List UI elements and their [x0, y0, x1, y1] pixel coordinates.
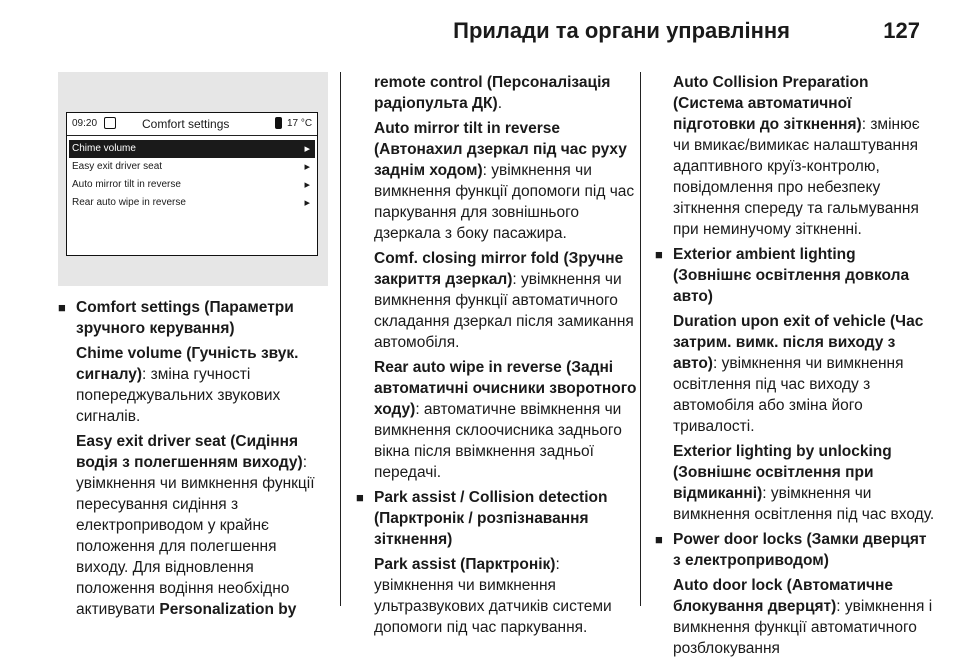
entry [655, 311, 935, 437]
section-bullet: ■ Comfort settings (Параметри зручного керування) [58, 297, 328, 339]
entry-title: remote control (Персоналізація радіопульта ДК) [374, 74, 611, 112]
page-title: Прилади та органи управління [453, 18, 790, 43]
entry [356, 72, 638, 114]
entry-text: . [497, 95, 502, 112]
column-2 [356, 72, 638, 642]
entry-text: : увімкнення чи вимкнення освітлення під час виходу з автомобіля або зміна його тривалості. [673, 355, 904, 435]
entry-text: : автоматичне ввімкнення чи вимкнення склоочисника заднього вікна після ввімкнення задньої передачі. [374, 401, 622, 481]
comfort-settings-screen [66, 112, 318, 256]
entry [356, 554, 638, 638]
entry [58, 343, 328, 427]
column-1 [58, 293, 328, 624]
section-bullet: ■ Park assist / Collision detection (Парктронік / розпізнавання зіткнення) [356, 487, 638, 550]
chevron-right-icon: ▸ [304, 179, 310, 191]
entry-title: Duration upon exit of vehicle (Час затрим. вимк. після виходу з авто) [673, 313, 924, 372]
page-number: 127 [883, 18, 920, 43]
screen-time: 09:20 [72, 118, 98, 129]
entry-text: : увімкнення чи вимкнення функції пересування сидіння з електроприводом у крайнє положення для полегшення виходу. Для відновлення положення водіння необхідно активувати [76, 454, 315, 618]
entry-text: : увімкнення і вимкнення функції автоматичного розблокування [673, 598, 933, 657]
column-3 [655, 72, 935, 663]
entry [655, 441, 935, 525]
menu-item-label: Chime volume [72, 143, 136, 154]
entry-text: : зміна гучності попереджувальних звукових сигналів. [76, 366, 281, 425]
menu-item-label: Rear auto wipe in reverse [72, 197, 186, 208]
entry-text: : змінює чи вмикає/вимикає налаштування адаптивного круїз-контролю, повідомлення про небезпеку зіткнення спереду та гальмування при неминучому зіткненні. [673, 116, 920, 238]
entry-title: Auto door lock (Автоматичне блокування дверцят) [673, 577, 893, 615]
entry-title: Exterior lighting by unlocking (Зовнішнє освітлення при відмиканні) [673, 443, 892, 502]
entry-title: Comf. closing mirror fold (Зручне закриття дзеркал) [374, 250, 624, 288]
entry-title: Park assist (Парктронік) [374, 556, 556, 573]
entry-title: Auto Collision Preparation (Система автоматичної підготовки до зіткнення) [673, 74, 869, 133]
chevron-right-icon: ▸ [304, 197, 310, 209]
entry [655, 575, 935, 659]
entry-text: : увімкнення чи вимкнення освітлення під час входу. [673, 485, 935, 523]
entry [356, 357, 638, 483]
screen-title: Comfort settings [142, 117, 230, 131]
entry-text: : увімкнення чи вимкнення ультразвукових датчиків системи допомоги під час паркування. [374, 556, 612, 636]
column-divider [340, 72, 341, 606]
entry [356, 118, 638, 244]
screen-temperature: 17 °C [287, 118, 313, 129]
entry-title: Auto mirror tilt in reverse (Автонахил дзеркал під час руху заднім ходом) [374, 120, 627, 179]
entry-title: Personalization by [159, 601, 297, 618]
page-header [0, 0, 960, 62]
clock-icon [104, 117, 116, 129]
section-bullet: ■ Power door locks (Замки дверцят з електроприводом) [655, 529, 935, 571]
screen-top-bar [67, 113, 317, 136]
thermometer-icon [275, 117, 282, 129]
entry-title: Easy exit driver seat (Сидіння водія з полегшенням виходу) [76, 433, 303, 471]
menu-item-label: Easy exit driver seat [72, 161, 163, 172]
entry-text: : увімкнення чи вимкнення функції допомоги під час паркування для зовнішнього дзеркала з боку пасажира. [374, 162, 635, 242]
chevron-right-icon: ▸ [304, 143, 310, 155]
column-divider [640, 72, 641, 606]
menu-item-easy-exit[interactable] [69, 158, 315, 176]
menu-item-chime-volume[interactable] [69, 140, 315, 158]
entry-text: : увімкнення чи вимкнення функції автоматичного складання дзеркал після замикання автомобіля. [374, 271, 634, 351]
entry [58, 431, 328, 620]
entry-title: Chime volume (Гучність звук. сигналу) [76, 345, 299, 383]
chevron-right-icon: ▸ [304, 161, 310, 173]
menu-item-rear-wipe[interactable] [69, 194, 315, 212]
entry [655, 72, 935, 240]
entry-title: Rear auto wipe in reverse (Задні автоматичні очисники зворотного ходу) [374, 359, 637, 418]
section-bullet: ■ Exterior ambient lighting (Зовнішнє освітлення довкола авто) [655, 244, 935, 307]
menu-item-label: Auto mirror tilt in reverse [72, 179, 181, 190]
entry [356, 248, 638, 353]
menu-item-mirror-tilt[interactable] [69, 176, 315, 194]
